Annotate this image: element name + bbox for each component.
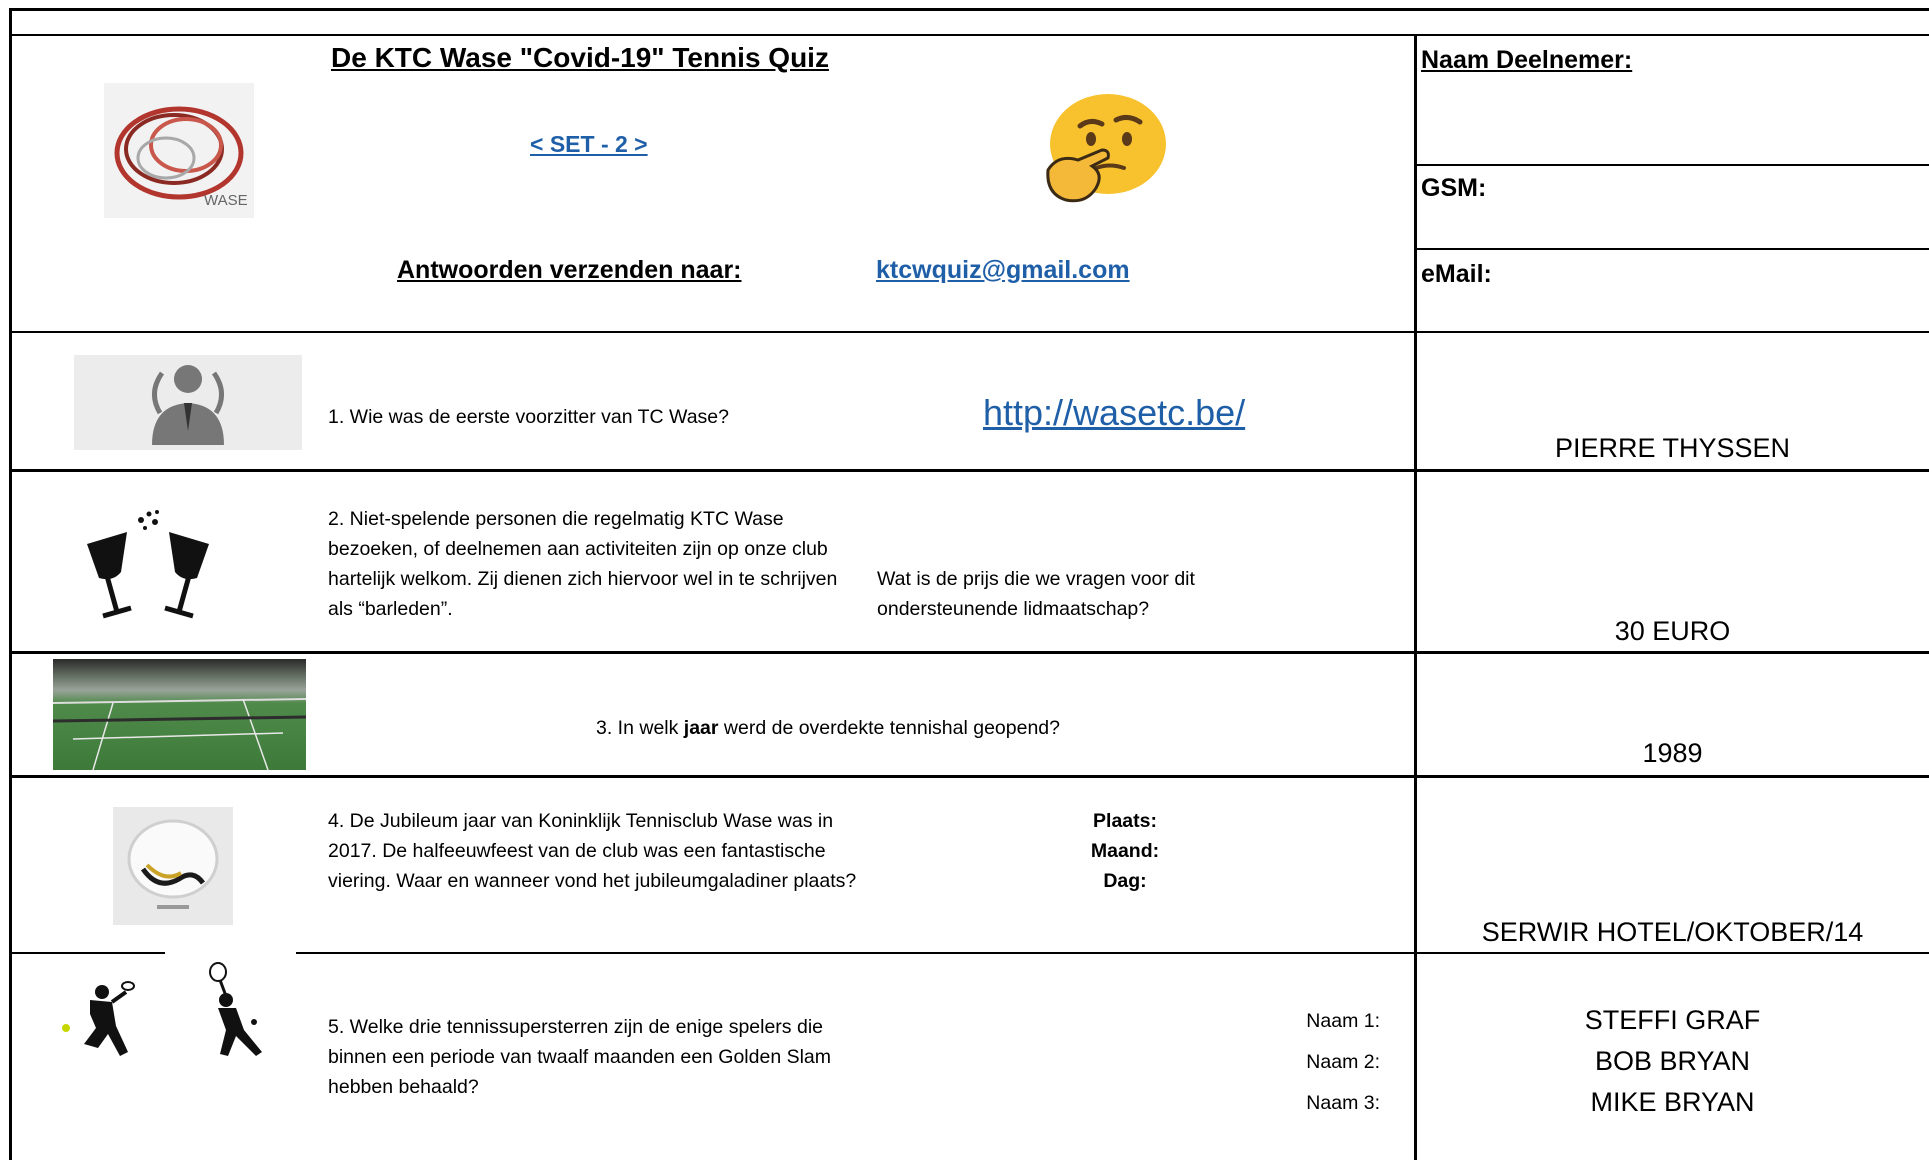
row-divider-q4-left: [10, 952, 165, 954]
club-logo: [104, 83, 254, 218]
email-field-label: eMail:: [1421, 260, 1492, 288]
thinking-face-icon: [1030, 92, 1180, 210]
row-divider-q2: [10, 651, 1929, 654]
name-2-label: Naam 2:: [1306, 1051, 1380, 1073]
answer-2: 30 EURO: [1614, 616, 1731, 646]
participant-name-label: Naam Deelnemer:: [1421, 46, 1633, 74]
answer-column-border: [1414, 36, 1417, 1160]
jubilee-logo: [113, 807, 233, 925]
website-link[interactable]: http://wasetc.be/: [983, 392, 1246, 433]
field-day-label: Dag:: [1103, 870, 1147, 892]
chairman-icon: [74, 355, 302, 450]
name-1-label: Naam 1:: [1306, 1010, 1380, 1032]
row-divider-header: [10, 331, 1929, 333]
question-2-subtext: Wat is de prijs die we vragen voor dit ondersteunende lidmaatschap?: [877, 568, 1195, 620]
answer-4: SERWIR HOTEL/OKTOBER/14: [1481, 917, 1864, 947]
participant-divider-2: [1416, 248, 1929, 250]
answer-5-name-3: MIKE BRYAN: [1590, 1087, 1755, 1117]
email-link[interactable]: ktcwquiz@gmail.com: [876, 256, 1130, 284]
send-answers-label: Antwoorden verzenden naar:: [397, 256, 742, 284]
answer-5-list: [1416, 1002, 1929, 1125]
tennis-player-icon-2: [196, 962, 272, 1060]
logo-text: WASE: [204, 192, 248, 209]
field-month-label: Maand:: [1090, 840, 1160, 862]
question-3-text-bold: jaar: [683, 717, 719, 739]
tennis-player-icon-1: [58, 978, 138, 1060]
question-1-text: 1. Wie was de eerste voorzitter van TC Wase?: [328, 406, 729, 428]
header-separator: [10, 34, 1929, 36]
name-3-label: Naam 3:: [1306, 1092, 1380, 1114]
question-3-text: [596, 713, 1060, 743]
row-divider-q4-right: [296, 952, 1929, 954]
question-4-fields: [1040, 806, 1210, 896]
question-2-text: 2. Niet-spelende personen die regelmatig KTC Wase bezoeken, of deelnemen aan activiteiten zijn op onze club hartelijk welkom. Zij dienen zich hiervoor wel in te schrijven als “barleden”.: [328, 508, 838, 620]
row-divider-q3: [10, 775, 1929, 778]
question-3-text-after: werd de overdekte tennishal geopend?: [718, 717, 1060, 739]
set-link[interactable]: < SET - 2 >: [530, 131, 648, 157]
participant-divider-1: [1416, 164, 1929, 166]
question-4-text: 4. De Jubileum jaar van Koninklijk Tennisclub Wase was in 2017. De halfeeuwfeest van de club was een fantastische viering. Waar en wanneer vond het jubileumgaladiner plaats?: [328, 810, 857, 892]
top-border: [10, 8, 1929, 11]
row-divider-q1: [10, 469, 1929, 472]
answer-5-name-2: BOB BRYAN: [1594, 1046, 1751, 1076]
quiz-title: De KTC Wase "Covid-19" Tennis Quiz: [331, 42, 829, 73]
answer-1: PIERRE THYSSEN: [1554, 433, 1791, 463]
tennis-hall-photo: [53, 659, 306, 770]
question-3-text-before: 3. In welk: [596, 717, 684, 739]
gsm-label: GSM:: [1421, 174, 1487, 202]
answer-3: 1989: [1642, 738, 1703, 768]
question-5-name-labels: [1280, 1006, 1380, 1129]
left-border: [9, 8, 12, 1160]
champagne-glasses-icon: [67, 508, 229, 632]
answer-5-name-1: STEFFI GRAF: [1584, 1005, 1761, 1035]
field-place-label: Plaats:: [1093, 810, 1157, 832]
question-5-text: 5. Welke drie tennissupersterren zijn de enige spelers die binnen een periode van twaalf maanden een Golden Slam hebben behaald?: [328, 1016, 832, 1098]
